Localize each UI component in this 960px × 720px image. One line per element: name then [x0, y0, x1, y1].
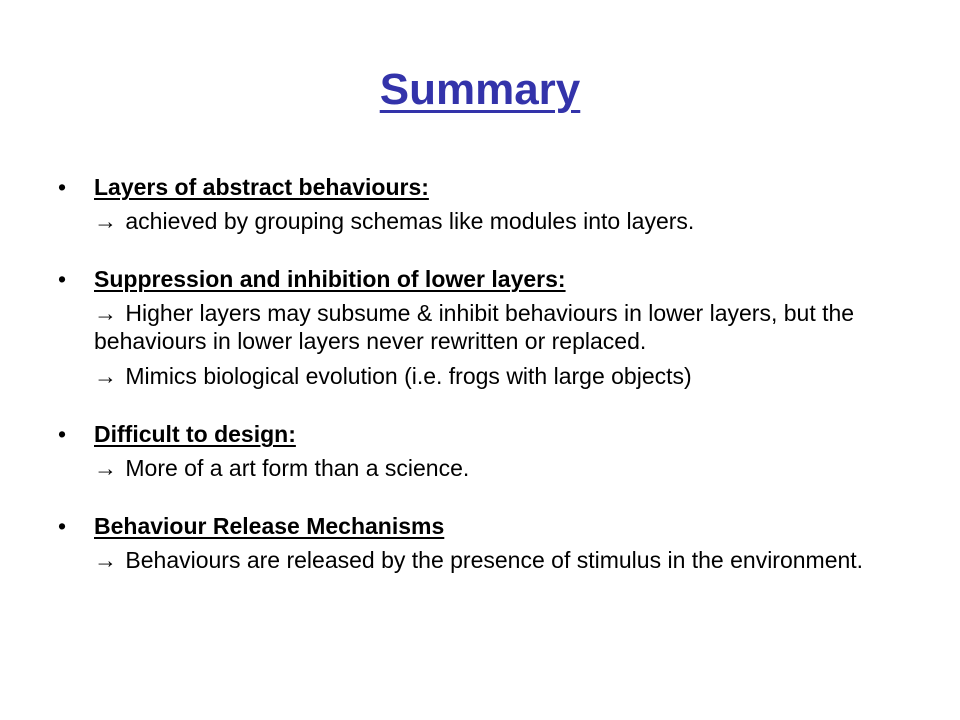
sub-point	[58, 362, 918, 390]
bullet-heading-text: Behaviour Release Mechanisms	[94, 513, 445, 539]
bullet-dot-icon: •	[58, 513, 67, 539]
section-layers	[58, 172, 918, 235]
bullet-heading	[58, 511, 918, 541]
bullet-dot-icon: •	[58, 421, 67, 447]
sub-point	[58, 454, 918, 482]
sub-point	[58, 207, 918, 235]
arrow-right-icon: →	[94, 547, 117, 573]
section-suppression	[58, 264, 918, 390]
bullet-heading	[58, 172, 918, 202]
sub-point-text: More of a art form than a science.	[125, 455, 470, 481]
bullet-dot-icon: •	[58, 174, 67, 200]
sub-point-text: Higher layers may subsume & inhibit behaviours in lower layers, but the behaviours in lower layers never rewritten or replaced.	[94, 300, 855, 354]
slide-title: Summary	[379, 65, 581, 114]
bullet-heading-text: Difficult to design:	[94, 421, 296, 447]
bullet-heading-text: Suppression and inhibition of lower layers:	[94, 266, 566, 292]
bullet-heading	[58, 264, 918, 294]
sub-point	[58, 299, 918, 355]
bullet-heading	[58, 419, 918, 449]
arrow-right-icon: →	[94, 300, 117, 326]
section-release	[58, 511, 918, 574]
sub-point-text: achieved by grouping schemas like modules into layers.	[125, 208, 695, 234]
bullet-dot-icon: •	[58, 266, 67, 292]
arrow-right-icon: →	[94, 208, 117, 234]
arrow-right-icon: →	[94, 363, 117, 389]
sub-point-text: Behaviours are released by the presence of stimulus in the environment.	[125, 547, 864, 573]
sub-point-text: Mimics biological evolution (i.e. frogs with large objects)	[125, 363, 692, 389]
arrow-right-icon: →	[94, 455, 117, 481]
slide-content	[58, 172, 918, 603]
section-difficult	[58, 419, 918, 482]
bullet-heading-text: Layers of abstract behaviours:	[94, 174, 429, 200]
sub-point	[58, 546, 918, 574]
